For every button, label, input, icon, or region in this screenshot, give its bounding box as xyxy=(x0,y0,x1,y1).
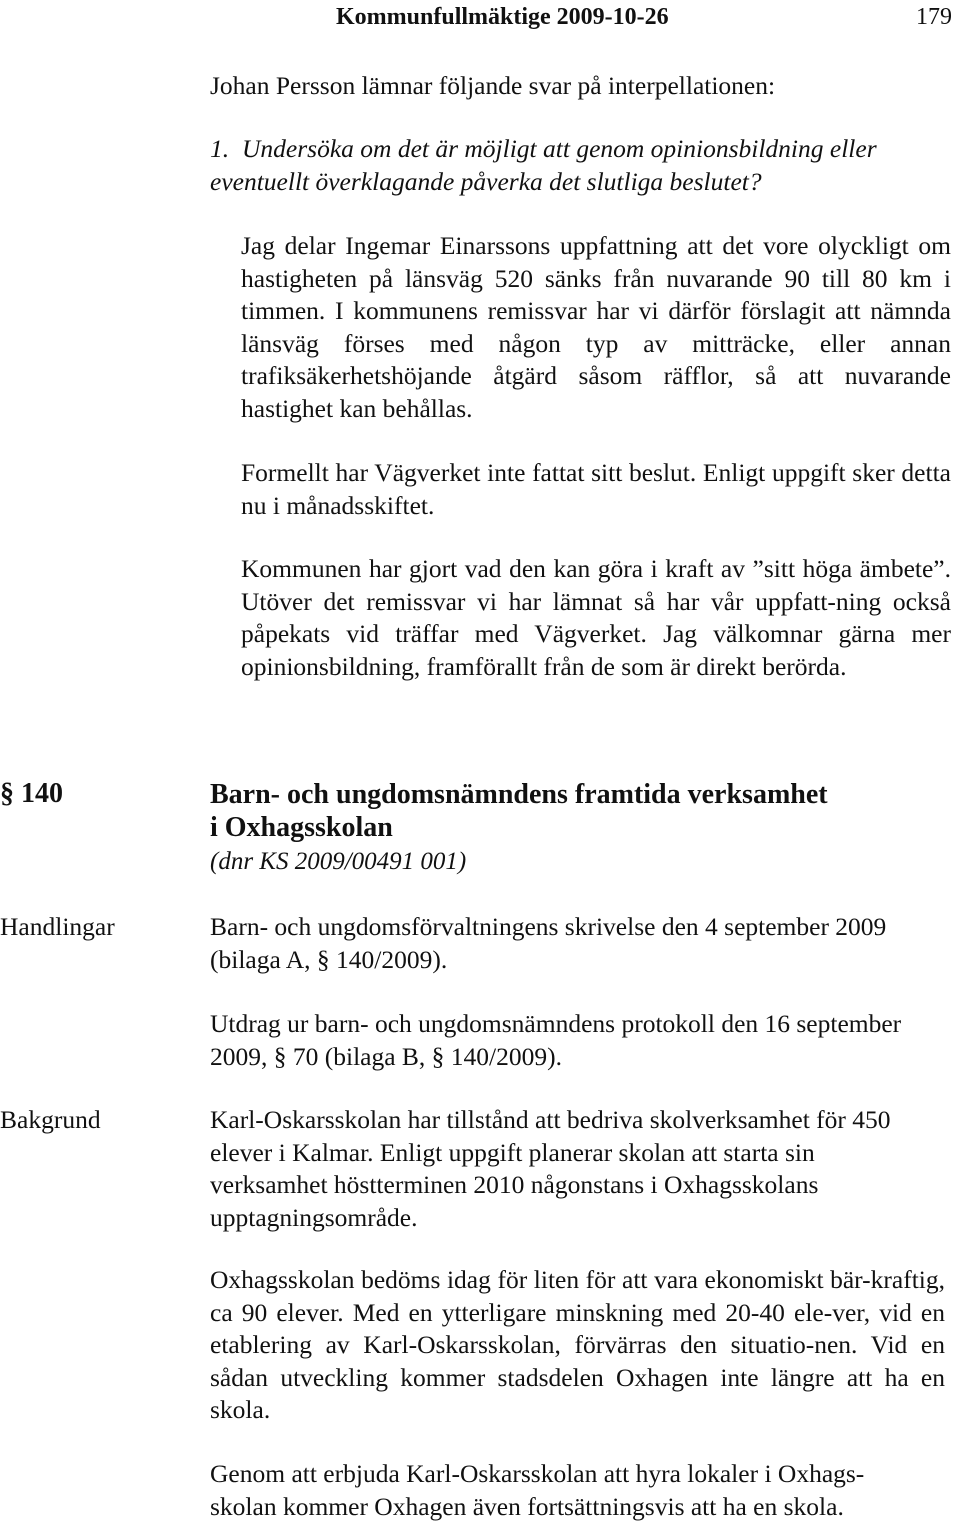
interpellation-intro: Johan Persson lämnar följande svar på interpellationen: xyxy=(210,71,776,100)
question-text-line2: eventuellt överklagande påverka det slutliga beslutet? xyxy=(210,166,762,196)
section-reference: (dnr KS 2009/00491 001) xyxy=(210,848,467,875)
answer-paragraph: Kommunen har gjort vad den kan göra i kraft av ”sitt höga ämbete”. Utöver det remissvar vi har lämnat så har vår uppfatt-ning också påpekats vid träffar med Vägverket. Jag välkomnar gärna mer opinionsbildning, framförallt från de som är direkt berörda. xyxy=(241,554,951,681)
section-title-line1: Barn- och ungdomsnämndens framtida verksamhet xyxy=(210,779,828,810)
bakgrund-paragraph: Genom att erbjuda Karl-Oskarsskolan att hyra lokaler i Oxhags-skolan kommer Oxhagen även fortsättningsvis att ha en skola. xyxy=(210,1459,865,1521)
section-title-line2: i Oxhagsskolan xyxy=(210,812,393,843)
answer-paragraph: Jag delar Ingemar Einarssons uppfattning att det vore olyckligt om hastigheten på länsväg 520 sänks från nuvarande 90 till 80 km i timmen. I kommunens remissvar har vi därför förslagit att nämnda länsväg förses med någon typ av mitträcke, eller annan trafiksäkerhetshöjande åtgärd såsom räfflor, så att nuvarande hastighet kan behållas. xyxy=(241,231,951,423)
question-text-line1: Undersöka om det är möjligt att genom opinionsbildning eller xyxy=(242,134,877,163)
page-header-title: Kommunfullmäktige 2009-10-26 xyxy=(336,4,669,30)
handlingar-item: Utdrag ur barn- och ungdomsnämndens protokoll den 16 september 2009, § 70 (bilaga B, § 140/2009). xyxy=(210,1009,902,1071)
question-number: 1. xyxy=(210,134,230,163)
section-number: § 140 xyxy=(0,778,63,809)
bakgrund-paragraph: Oxhagsskolan bedöms idag för liten för att vara ekonomiskt bär-kraftig, ca 90 elever. Med en ytterligare minskning med 20-40 ele-ver, vid en etablering av Karl-Oskarsskolan, förvärras den situatio-nen. Vid en sådan utveckling kommer stadsdelen Oxhagen inte längre att ha en skola. xyxy=(210,1265,945,1424)
section-title xyxy=(210,778,930,844)
handlingar-item: Barn- och ungdomsförvaltningens skrivelse den 4 september 2009 (bilaga A, § 140/2009). xyxy=(210,912,887,974)
answer-paragraph: Formellt har Vägverket inte fattat sitt beslut. Enligt uppgift sker detta nu i månadsskiftet. xyxy=(241,458,951,520)
bakgrund-paragraph: Karl-Oskarsskolan har tillstånd att bedriva skolverksamhet för 450 elever i Kalmar. Enligt uppgift planerar skolan att starta sin verksamhet höstterminen 2010 någonstans i Oxhagsskolans upptagningsområde. xyxy=(210,1105,891,1232)
page-number: 179 xyxy=(916,4,952,30)
interpellation-question xyxy=(210,133,950,198)
handlingar-label: Handlingar xyxy=(0,912,115,941)
bakgrund-label: Bakgrund xyxy=(0,1105,101,1134)
